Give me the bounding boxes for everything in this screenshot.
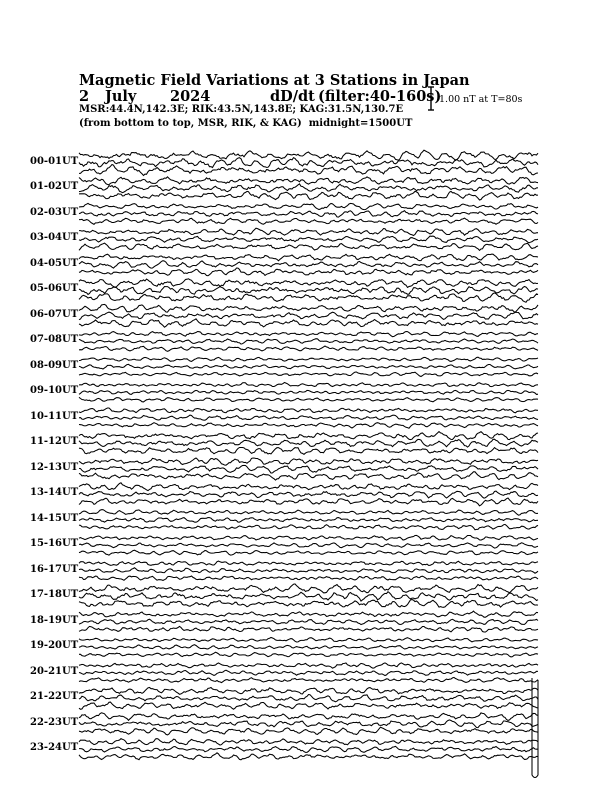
trace-MSR-08-09UT	[79, 372, 538, 377]
trace-RIK-12-13UT	[79, 465, 538, 473]
row-label-13-14UT: 13-14UT	[30, 487, 79, 499]
trace-KAG-00-01UT	[79, 150, 538, 160]
trace-RIK-16-17UT	[79, 568, 538, 573]
trace-MSR-16-17UT	[79, 576, 538, 580]
trace-RIK-09-10UT	[79, 390, 538, 394]
trace-KAG-09-10UT	[79, 383, 538, 387]
trace-KAG-21-22UT	[79, 688, 538, 695]
trace-KAG-01-02UT	[79, 177, 538, 185]
trace-MSR-21-22UT	[79, 702, 538, 709]
trace-RIK-10-11UT	[79, 415, 538, 420]
trace-RIK-15-16UT	[79, 543, 538, 548]
trace-RIK-01-02UT	[79, 184, 538, 193]
row-label-14-15UT: 14-15UT	[30, 512, 79, 524]
scale-label: 1.00 nT at T=80s	[439, 94, 523, 105]
trace-KAG-18-19UT	[79, 611, 538, 617]
date-day: 2	[79, 88, 90, 105]
station-coordinates: MSR:44.4N,142.3E; RIK:43.5N,143.8E; KAG:31.5N,130.7E	[79, 104, 404, 115]
trace-KAG-15-16UT	[79, 535, 538, 540]
order-note-text: (from bottom to top, MSR, RIK, & KAG)	[79, 118, 302, 129]
trace-KAG-10-11UT	[79, 408, 538, 413]
trace-MSR-01-02UT	[79, 191, 538, 200]
trace-MSR-23-24UT	[79, 753, 538, 760]
row-label-21-22UT: 21-22UT	[30, 691, 79, 703]
trace-KAG-07-08UT	[79, 332, 538, 337]
trace-MSR-22-23UT	[79, 727, 538, 735]
row-label-00-01UT: 00-01UT	[30, 155, 79, 167]
row-label-23-24UT: 23-24UT	[30, 742, 79, 754]
trace-RIK-11-12UT	[79, 439, 538, 447]
trace-MSR-13-14UT	[79, 498, 538, 506]
trace-RIK-18-19UT	[79, 619, 538, 624]
trace-RIK-17-18UT	[79, 592, 538, 601]
row-label-09-10UT: 09-10UT	[30, 385, 79, 397]
row-label-03-04UT: 03-04UT	[30, 232, 79, 244]
trace-MSR-12-13UT	[79, 472, 538, 480]
row-label-16-17UT: 16-17UT	[30, 563, 79, 575]
row-label-11-12UT: 11-12UT	[30, 436, 79, 448]
row-label-01-02UT: 01-02UT	[30, 181, 79, 193]
trace-RIK-06-07UT	[79, 312, 538, 320]
date-year: 2024	[170, 88, 211, 105]
trace-RIK-19-20UT	[79, 645, 538, 649]
trace-overflow-tail	[532, 678, 538, 778]
trace-RIK-00-01UT	[79, 158, 538, 168]
trace-RIK-20-21UT	[79, 670, 538, 675]
trace-KAG-20-21UT	[79, 663, 538, 668]
trace-RIK-05-06UT	[79, 287, 538, 295]
trace-RIK-13-14UT	[79, 491, 538, 498]
trace-MSR-17-18UT	[79, 600, 538, 608]
trace-KAG-16-17UT	[79, 561, 538, 565]
trace-KAG-11-12UT	[79, 432, 538, 440]
trace-RIK-04-05UT	[79, 261, 538, 268]
trace-KAG-03-04UT	[79, 228, 538, 235]
chart-title: Magnetic Field Variations at 3 Stations in Japan	[79, 72, 470, 89]
quantity-label: dD/dt	[270, 88, 315, 105]
trace-RIK-02-03UT	[79, 211, 538, 217]
trace-RIK-14-15UT	[79, 518, 538, 523]
trace-KAG-19-20UT	[79, 638, 538, 643]
row-label-07-08UT: 07-08UT	[30, 334, 79, 346]
trace-RIK-08-09UT	[79, 364, 538, 369]
trace-KAG-08-09UT	[79, 357, 538, 361]
trace-KAG-12-13UT	[79, 458, 538, 465]
row-label-12-13UT: 12-13UT	[30, 461, 79, 473]
trace-MSR-05-06UT	[79, 293, 538, 302]
trace-KAG-13-14UT	[79, 483, 538, 491]
row-label-10-11UT: 10-11UT	[30, 410, 79, 422]
filter-label: (filter:40-160s)	[318, 88, 442, 105]
row-label-19-20UT: 19-20UT	[30, 640, 79, 652]
trace-KAG-17-18UT	[79, 584, 538, 593]
trace-KAG-14-15UT	[79, 510, 538, 516]
trace-MSR-19-20UT	[79, 652, 538, 657]
trace-KAG-02-03UT	[79, 203, 538, 209]
traces-group	[79, 150, 538, 777]
trace-MSR-18-19UT	[79, 626, 538, 632]
row-label-18-19UT: 18-19UT	[30, 614, 79, 626]
row-label-06-07UT: 06-07UT	[30, 308, 79, 320]
trace-KAG-22-23UT	[79, 713, 538, 721]
row-label-22-23UT: 22-23UT	[30, 716, 79, 728]
trace-RIK-07-08UT	[79, 339, 538, 344]
row-label-05-06UT: 05-06UT	[30, 283, 79, 295]
trace-MSR-07-08UT	[79, 346, 538, 351]
trace-RIK-21-22UT	[79, 695, 538, 702]
trace-RIK-23-24UT	[79, 746, 538, 752]
row-label-20-21UT: 20-21UT	[30, 665, 79, 677]
trace-KAG-06-07UT	[79, 304, 538, 312]
trace-MSR-06-07UT	[79, 319, 538, 327]
trace-MSR-15-16UT	[79, 550, 538, 555]
trace-RIK-03-04UT	[79, 236, 538, 243]
trace-MSR-02-03UT	[79, 218, 538, 224]
trace-MSR-11-12UT	[79, 448, 538, 455]
trace-KAG-05-06UT	[79, 279, 538, 288]
trace-KAG-04-05UT	[79, 254, 538, 261]
trace-MSR-14-15UT	[79, 524, 538, 529]
trace-MSR-20-21UT	[79, 677, 538, 682]
trace-MSR-00-01UT	[79, 165, 538, 176]
date-month: July	[105, 88, 137, 105]
trace-MSR-10-11UT	[79, 423, 538, 429]
row-label-15-16UT: 15-16UT	[30, 538, 79, 550]
row-label-02-03UT: 02-03UT	[30, 206, 79, 218]
trace-MSR-09-10UT	[79, 397, 538, 402]
row-label-08-09UT: 08-09UT	[30, 359, 79, 371]
row-label-17-18UT: 17-18UT	[30, 589, 79, 601]
trace-MSR-03-04UT	[79, 243, 538, 250]
trace-RIK-22-23UT	[79, 720, 538, 728]
row-label-04-05UT: 04-05UT	[30, 257, 79, 269]
trace-KAG-23-24UT	[79, 739, 538, 746]
trace-MSR-04-05UT	[79, 268, 538, 276]
midnight-note: midnight=1500UT	[308, 118, 413, 129]
